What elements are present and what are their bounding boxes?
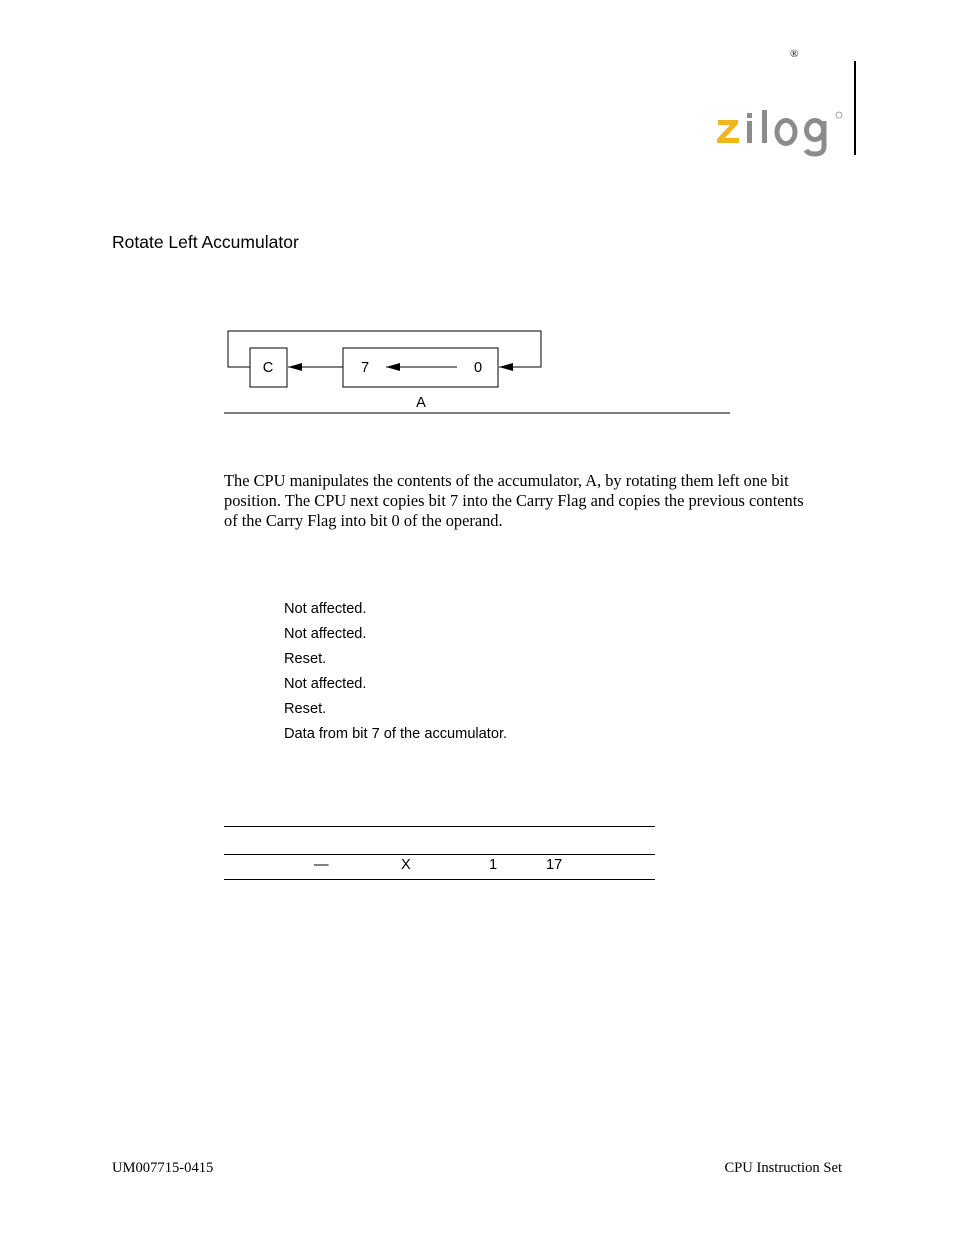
bit-high-label: 7 <box>360 360 370 376</box>
flag-status: Not affected. <box>284 676 367 692</box>
table-top-rule <box>224 826 655 827</box>
description-line: position. The CPU next copies bit 7 into the Carry Flag and copies the previous contents <box>224 491 804 510</box>
rotate-diagram <box>222 328 734 418</box>
carry-label: C <box>262 360 274 376</box>
header-vertical-rule <box>854 61 856 155</box>
document-id: UM007715-0415 <box>112 1160 214 1176</box>
description-line: of the Carry Flag into bit 0 of the operand. <box>224 511 503 530</box>
bit-low-label: 0 <box>473 360 483 376</box>
zilog-logo <box>714 106 844 158</box>
table-cell: X <box>401 857 411 873</box>
flag-status: Not affected. <box>284 601 367 617</box>
flag-status: Reset. <box>284 701 327 717</box>
table-bottom-rule <box>224 879 655 880</box>
table-cell: 1 <box>489 857 498 873</box>
flag-status: Reset. <box>284 651 327 667</box>
table-cell: — <box>314 857 329 873</box>
table-header-rule <box>224 854 655 855</box>
description-line: The CPU manipulates the contents of the accumulator, A, by rotating them left one bit <box>224 471 789 490</box>
table-cell: 17 <box>546 857 563 873</box>
registered-mark: ® <box>790 48 799 60</box>
flag-status: Not affected. <box>284 626 367 642</box>
section-title: Rotate Left Accumulator <box>112 232 299 252</box>
flag-status: Data from bit 7 of the accumulator. <box>284 726 508 742</box>
register-label: A <box>416 395 426 411</box>
chapter-name: CPU Instruction Set <box>724 1160 842 1176</box>
description-paragraph <box>224 471 836 531</box>
